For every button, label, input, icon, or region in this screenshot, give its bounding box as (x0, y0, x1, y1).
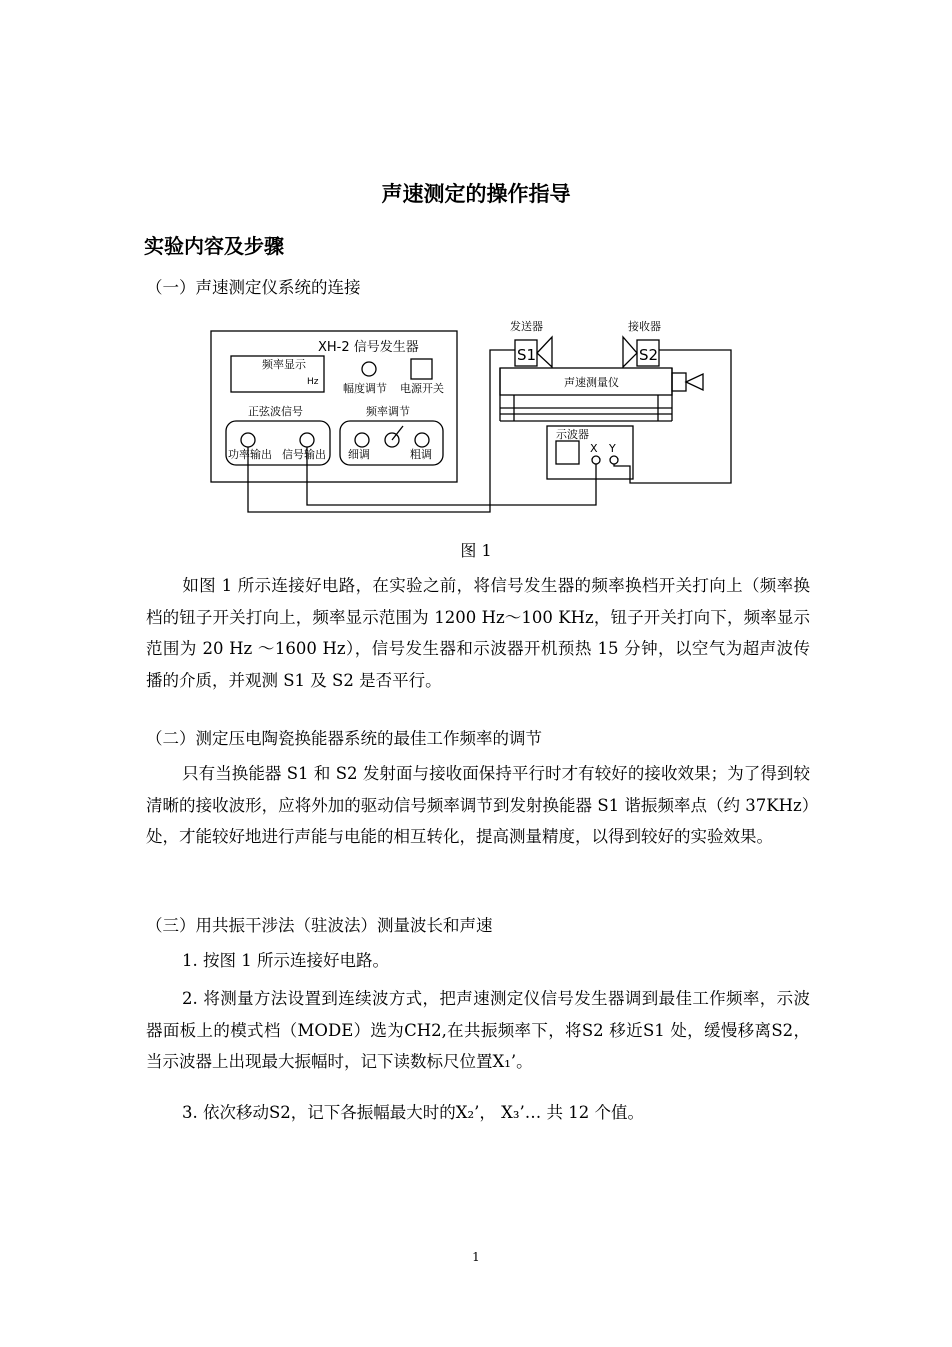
power-out-label: 功率输出 (228, 448, 272, 461)
page-title: 声速测定的操作指导 (381, 182, 571, 206)
generator-title: XH-2 信号发生器 (318, 340, 419, 355)
subsection-1-title: （一）声速测定仪系统的连接 (146, 278, 361, 297)
speed-meter-label: 声速测量仪 (564, 376, 619, 389)
wire-power-to-s1 (248, 350, 515, 512)
hz-label: Hz (307, 377, 319, 387)
step-3-text: 3. 依次移动S2，记下各振幅最大时的X₂’， X₃’… 共 12 个值。 (182, 1103, 644, 1122)
signal-out-label: 信号输出 (282, 448, 326, 461)
s2-label: S2 (639, 346, 659, 364)
power-switch-label: 电源开关 (400, 382, 444, 395)
step-3 (146, 1097, 810, 1129)
x-terminal-label: X (590, 442, 598, 455)
step-2 (146, 983, 810, 1078)
section-heading: 实验内容及步骤 (144, 234, 284, 258)
paragraph-2 (146, 758, 810, 853)
step-2-text: 2. 将测量方法设置到连续波方式，把声速测定仪信号发生器调到最佳工作频率，示波器面板上的模式档（MODE）选为CH2,在共振频率下，将S2 移近S1 处，缓慢移离S2，当示波器上出现最大振幅时，记下读数标尺位置X₁’。 (146, 989, 810, 1071)
amp-adjust-label: 幅度调节 (343, 382, 387, 395)
fine-label: 细调 (348, 448, 370, 461)
circuit-diagram (0, 300, 952, 530)
paragraph-1 (146, 570, 810, 696)
coarse-label: 粗调 (410, 448, 432, 461)
sine-signal-label: 正弦波信号 (248, 405, 303, 418)
s1-horn (537, 337, 552, 367)
page-number: 1 (472, 1250, 480, 1264)
step-1 (146, 945, 810, 977)
y-terminal-label: Y (609, 442, 616, 455)
receiver-label: 接收器 (628, 320, 661, 333)
subsection-2-title: （二）测定压电陶瓷换能器系统的最佳工作频率的调节 (146, 729, 542, 748)
rail-knob (672, 373, 686, 391)
s2-horn (623, 337, 637, 367)
paragraph-1-text: 如图 1 所示连接好电路，在实验之前，将信号发生器的频率换档开关打向上（频率换档的钮子开关打向上，频率显示范围为 1200 Hz～100 KHz，钮子开关打向下，频率显示范围为 20 Hz ～1600 Hz），信号发生器和示波器开机预热 15 分钟，以空气为超声波传播的介质，并观测 S1 及 S2 是否平行。 (146, 576, 810, 690)
oscilloscope-label: 示波器 (556, 428, 589, 441)
s1-label: S1 (517, 346, 537, 364)
amp-knob (362, 362, 376, 376)
step-1-text: 1. 按图 1 所示连接好电路。 (182, 951, 389, 970)
transmitter-label: 发送器 (510, 320, 543, 333)
freq-display-label: 频率显示 (262, 358, 306, 371)
paragraph-2-text: 只有当换能器 S1 和 S2 发射面与接收面保持平行时才有较好的接收效果；为了得到较清晰的接收波形，应将外加的驱动信号频率调节到发射换能器 S1 谐振频率点（约 37KHz）处，才能较好地进行声能与电能的相互转化，提高测量精度，以得到较好的实验效果。 (146, 764, 810, 846)
power-switch-box (411, 359, 432, 379)
figure-caption: 图 1 (460, 541, 492, 560)
subsection-3-title: （三）用共振干涉法（驻波法）测量波长和声速 (146, 916, 493, 935)
freq-adjust-label: 频率调节 (366, 405, 410, 418)
